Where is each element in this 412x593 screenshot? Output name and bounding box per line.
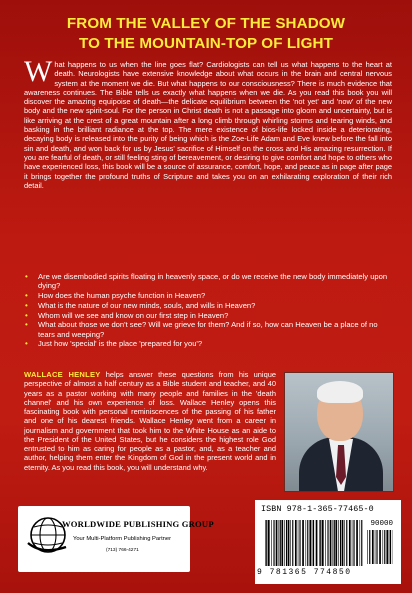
- photo-hair: [317, 381, 363, 403]
- barcode-icon: [265, 520, 363, 566]
- intro-paragraph: [24, 60, 392, 270]
- intro-text: hat happens to us when the line goes flat? Cardiologists can tell us what happens to the heart at death. Neurologists have extensive knowledge about what occurs in the brain and central nervous system at the moment we die. But what happens to our consciousness? There is much evidence that awareness continues. The Bible tells us exactly what happens when we die. As you read this book you will discover the amazing equipoise of death—the delicate equilibrium between the 'not yet' and 'now' of the new body and the new spirit-soul. For the person in Christ death is not a passage into gloom and uncertainty, but is like arriving at the crest of a great mountain after a long climb through whirling storms and tearing winds, and basking in the brilliant radiance at the top. The mere existence of bios-life locked inside a deteriorating, decaying body is released into the purity of being which is the Zoe-Life Adam and Eve knew before the fall into sin and death, and won back for us by Jesus' sacrifice of Himself on the cross and His amazing resurrection. If you are fearful of death, or still feeling sting of bereavement, or desiring to give comfort and hope to others who have experienced loss, this book will be a source of assurance, comfort, hope, and peace as in page after page it brings together the profound truths of Scripture and takes you on an exhilarating exploration of their rich detail.: [24, 60, 392, 190]
- isbn-label: ISBN 978-1-365-77465-0: [261, 504, 374, 514]
- bullet-icon: •: [25, 310, 28, 320]
- title-line-2: TO THE MOUNTAIN-TOP OF LIGHT: [79, 35, 333, 52]
- list-item: • Are we disembodied spirits floating in heavenly space, or do we receive the new body immediately upon dying?: [25, 272, 388, 291]
- list-item: • Whom will we see and know on our first step in Heaven?: [25, 310, 229, 320]
- author-photo: [284, 372, 394, 492]
- bullet-icon: •: [25, 291, 28, 300]
- author-bio-text: helps answer these questions from his unique perspective of almost a half century as a Bible student and teacher, and 40 years as a pastor working with many people and families in the 'death channel' and his own experience of loss. Wallace Henley opens this fascinating book with personal reminiscences of the passing of his father and one of his dearest friends. Wallace Henley went from a career in journalism and government that took him to the White House as an aide to the President of the United States, but he considers the highest role God entrusted to him as caring for people as a pastor, and, as a teacher and author, helping them enter the Kingdom of God in the present world and in eternity. As you read this book, you will understand why.: [24, 370, 276, 472]
- drop-cap: W: [24, 60, 53, 88]
- publisher-logo: [18, 506, 214, 572]
- bullet-icon: •: [25, 272, 28, 281]
- question-list: [24, 272, 396, 349]
- publisher-tagline: Your Multi-Platform Publishing Partner: [73, 536, 172, 542]
- bullet-icon: •: [25, 339, 28, 349]
- publisher-name: WORLDWIDE PUBLISHING GROUP: [62, 519, 214, 529]
- list-item: • What is the nature of our new minds, souls, and wills in Heaven?: [25, 300, 256, 310]
- publisher-phone: (713) 766-4271: [106, 548, 139, 553]
- list-item: • Just how 'special' is the place 'prepared for you'?: [25, 339, 203, 349]
- title-line-1: FROM THE VALLEY OF THE SHADOW: [66, 15, 346, 32]
- list-item: • What about those we don't see? Will we grieve for them? And if so, how can Heaven be a place of no tears and weeping?: [25, 320, 378, 339]
- price-code: 90000: [370, 520, 393, 528]
- cover-title: [0, 14, 412, 54]
- list-item: • How does the human psyche function in Heaven?: [25, 291, 206, 300]
- price-barcode-icon: [367, 530, 393, 564]
- barcode-area: [255, 500, 401, 584]
- barcode-digits: 9 781365 774850: [257, 568, 352, 577]
- bullet-icon: •: [25, 300, 28, 310]
- author-name: WALLACE HENLEY: [24, 370, 101, 379]
- bullet-icon: •: [25, 320, 28, 330]
